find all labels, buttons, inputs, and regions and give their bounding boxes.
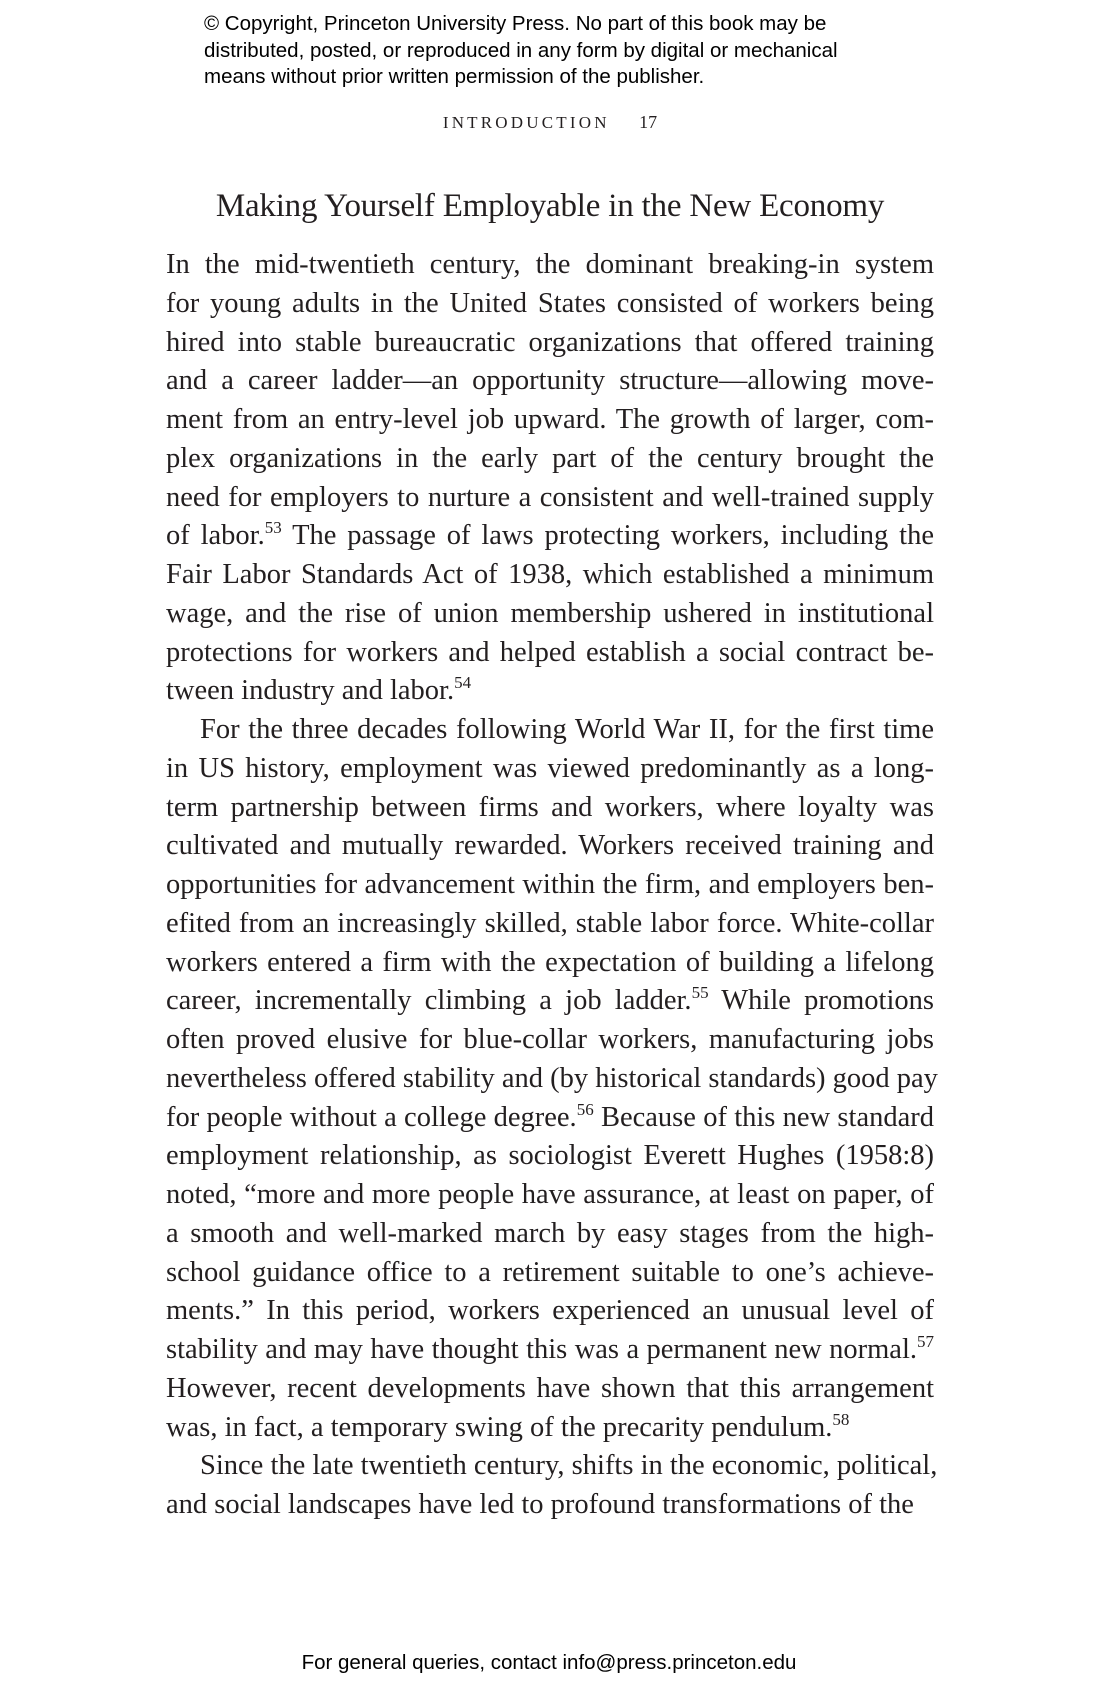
paragraph xyxy=(166,1447,938,1525)
text-line: employment relationship, as sociologist Everett Hughes (1958:8) xyxy=(166,1140,934,1172)
running-header xyxy=(0,112,1100,133)
copyright-line: means without prior written permission of the publisher. xyxy=(204,65,705,88)
footnote-marker: 53 xyxy=(264,518,282,538)
text-line: tween industry and labor.$^{54}$ xyxy=(166,673,472,707)
text-line: and social landscapes have led to profound transformations of the xyxy=(166,1489,914,1520)
text-line: in US history, employment was viewed predominantly as a long- xyxy=(166,752,934,784)
text-line: ments.” In this period, workers experienced an unusual level of xyxy=(166,1295,934,1327)
text-line: for young adults in the United States consisted of workers being xyxy=(166,287,934,319)
text-line: of labor.$^{53}$ The passage of laws protecting workers, including the xyxy=(166,518,934,552)
text-line: efited from an increasingly skilled, stable labor force. White-collar xyxy=(166,907,934,939)
text-line: was, in fact, a temporary swing of the precarity pendulum.$^{58}$ xyxy=(166,1409,850,1443)
text-line: need for employers to nurture a consistent and well-trained supply xyxy=(166,481,934,513)
text-line: However, recent developments have shown that this arrangement xyxy=(166,1372,934,1404)
paragraph xyxy=(166,246,934,711)
copyright-line: distributed, posted, or reproduced in any form by digital or mechanical xyxy=(204,38,838,62)
text-line: plex organizations in the early part of the century brought the xyxy=(166,442,934,474)
copyright-line: © Copyright, Princeton University Press. No part of this book may be xyxy=(204,12,827,35)
footnote-marker: 54 xyxy=(454,673,472,693)
section-heading: Making Yourself Employable in the New Economy xyxy=(215,188,885,224)
footnote-marker: 58 xyxy=(832,1409,850,1429)
text-line: noted, “more and more people have assurance, at least on paper, of xyxy=(166,1179,934,1210)
page-footer xyxy=(0,1651,1100,1675)
text-line: opportunities for advancement within the firm, and employers ben- xyxy=(166,869,934,900)
text-line: often proved elusive for blue-collar workers, manufacturing jobs xyxy=(166,1024,934,1055)
text-line: wage, and the rise of union membership ushered in institutional xyxy=(166,597,934,629)
text-line: workers entered a firm with the expectation of building a lifelong xyxy=(166,946,934,978)
page-number: 17 xyxy=(639,112,658,132)
text-line: career, incrementally climbing a job ladder.$^{55}$ While promotions xyxy=(166,983,934,1017)
footer-contact-text: For general queries, contact info@press.princeton.edu xyxy=(301,1651,797,1674)
paragraph xyxy=(166,711,938,1447)
text-line: a smooth and well-marked march by easy stages from the high- xyxy=(166,1217,934,1249)
text-line: For the three decades following World War II, for the first time xyxy=(200,714,934,745)
text-line: school guidance office to a retirement suitable to one’s achieve- xyxy=(166,1256,934,1288)
text-line: nevertheless offered stability and (by historical standards) good pay xyxy=(166,1062,938,1094)
footnote-marker: 56 xyxy=(576,1099,594,1119)
text-line: hired into stable bureaucratic organizations that offered training xyxy=(166,326,934,358)
text-line: stability and may have thought this was a permanent new normal.$^{57}$ xyxy=(166,1332,934,1365)
text-line: and a career ladder—an opportunity structure—allowing move- xyxy=(166,365,934,397)
copyright-notice xyxy=(204,11,964,91)
text-line: cultivated and mutually rewarded. Workers received training and xyxy=(166,830,934,862)
text-line: for people without a college degree.$^{56}$ Because of this new standard xyxy=(166,1099,934,1133)
body-text xyxy=(166,246,938,1525)
footnote-marker: 55 xyxy=(691,983,709,1003)
text-line: Fair Labor Standards Act of 1938, which established a minimum xyxy=(166,559,934,590)
text-line: term partnership between firms and workers, where loyalty was xyxy=(166,791,934,823)
running-header-section: INTRODUCTION xyxy=(442,113,610,132)
text-line: In the mid-twentieth century, the dominant breaking-in system xyxy=(166,249,934,280)
text-line: protections for workers and helped establish a social contract be- xyxy=(166,636,934,668)
text-line: Since the late twentieth century, shifts in the economic, political, xyxy=(200,1450,938,1482)
text-line: ment from an entry-level job upward. The growth of larger, com- xyxy=(166,404,934,435)
footnote-marker: 57 xyxy=(917,1332,934,1351)
